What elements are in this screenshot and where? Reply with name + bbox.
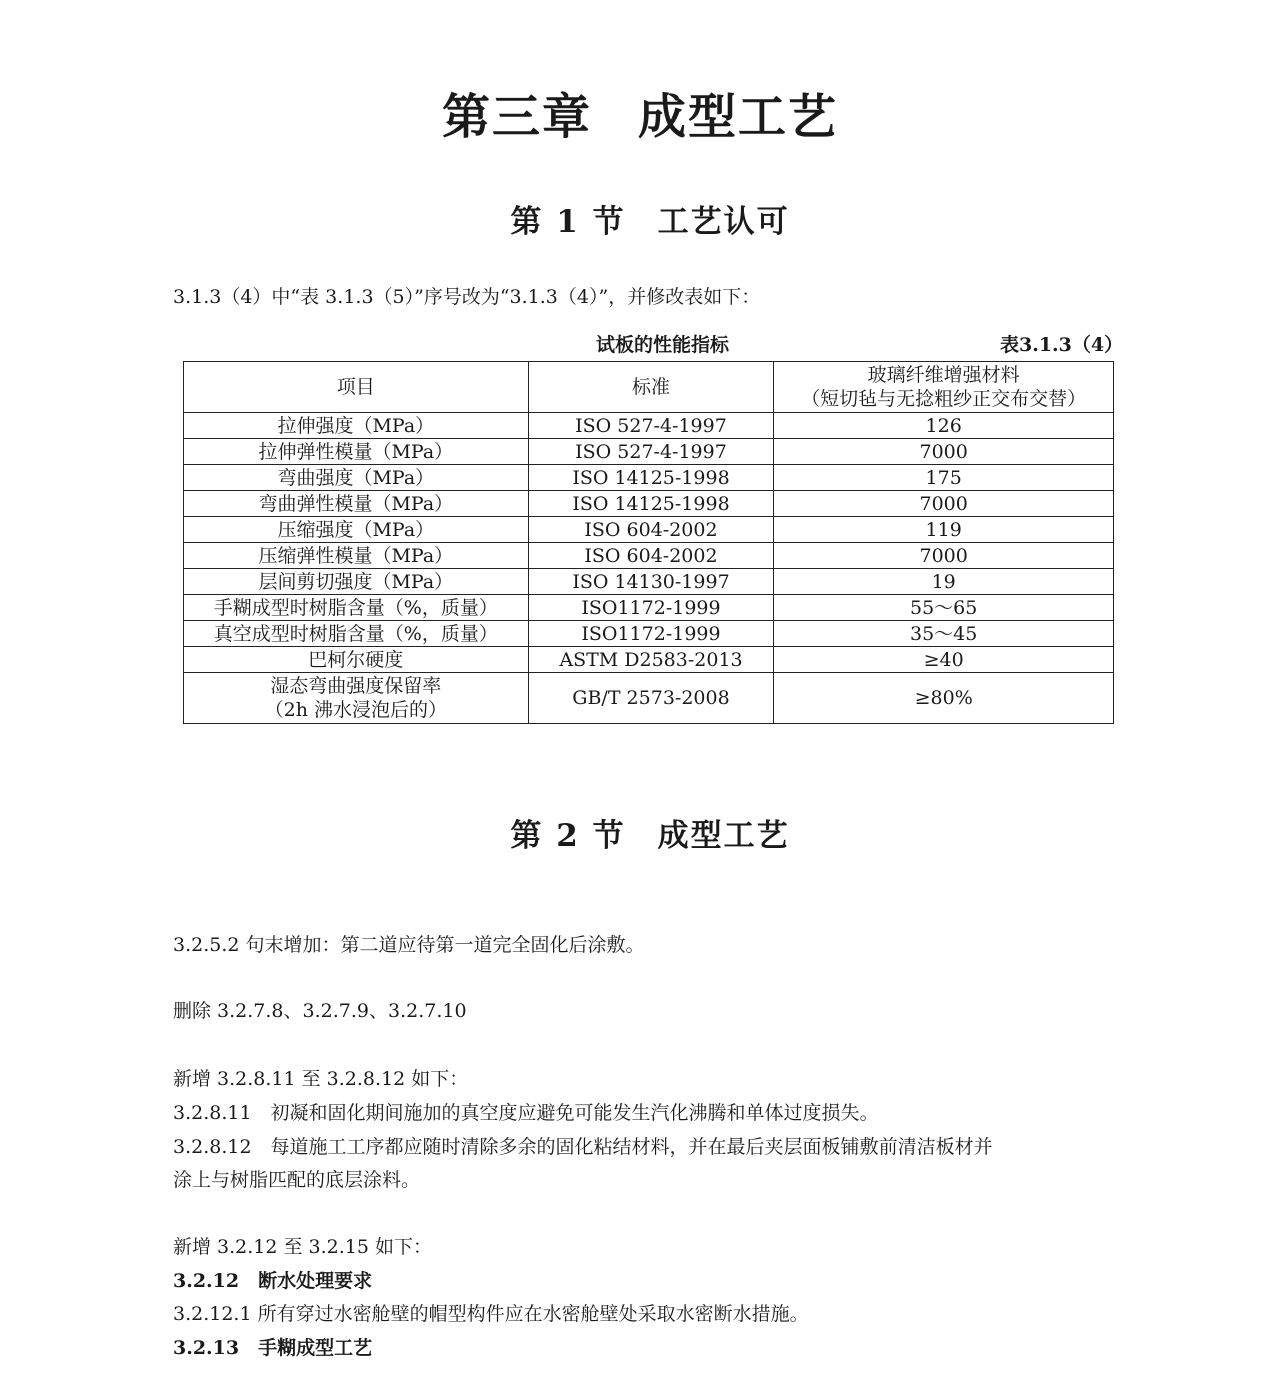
cell-standard: ISO 527-4-1997 — [528, 413, 774, 439]
cell-value: 55～65 — [774, 595, 1114, 621]
cell-standard: ISO 527-4-1997 — [528, 439, 774, 465]
cell-item: 弯曲弹性模量（MPa） — [184, 491, 529, 517]
header-material-line1: 玻璃纤维增强材料 — [867, 364, 1020, 386]
cell-value: 35～45 — [774, 621, 1114, 647]
cell-value: ≥80% — [774, 673, 1114, 724]
chapter-number: 第三章 — [441, 89, 592, 145]
cell-item: 拉伸弹性模量（MPa） — [184, 439, 529, 465]
header-material-line2: （短切毡与无捻粗纱正交布交替） — [801, 388, 1087, 410]
cell-item: 真空成型时树脂含量（%，质量） — [184, 621, 529, 647]
table-row — [184, 543, 1114, 569]
table-row — [184, 595, 1114, 621]
cell-standard: ASTM D2583-2013 — [528, 647, 774, 673]
table-row — [184, 569, 1114, 595]
section-1-number: 第 1 节 — [510, 204, 626, 240]
properties-table — [183, 361, 1114, 724]
header-material — [774, 362, 1114, 413]
table-row — [184, 517, 1114, 543]
cell-value: 7000 — [774, 543, 1114, 569]
table-header-row — [184, 362, 1114, 413]
cell-standard: ISO 14125-1998 — [528, 491, 774, 517]
subheading: 3.2.13 手糊成型工艺 — [173, 1337, 373, 1359]
table-row — [184, 673, 1114, 724]
intro-paragraph: 3.1.3（4）中“表 3.1.3（5）”序号改为“3.1.3（4）”，并修改表如下： — [173, 286, 761, 308]
chapter-name: 成型工艺 — [638, 89, 839, 145]
cell-standard: GB/T 2573-2008 — [528, 673, 774, 724]
header-standard: 标准 — [528, 362, 774, 413]
cell-standard: ISO 14130-1997 — [528, 569, 774, 595]
cell-value: 175 — [774, 465, 1114, 491]
paragraph: 3.2.5.2 句末增加：第二道应待第一道完全固化后涂敷。 — [173, 934, 645, 956]
cell-standard: ISO1172-1999 — [528, 595, 774, 621]
paragraph: 删除 3.2.7.8、3.2.7.9、3.2.7.10 — [173, 1000, 467, 1022]
cell-value: 119 — [774, 517, 1114, 543]
paragraph: 新增 3.2.12 至 3.2.15 如下： — [173, 1236, 433, 1258]
cell-item — [184, 673, 529, 724]
cell-value: 19 — [774, 569, 1114, 595]
cell-value: ≥40 — [774, 647, 1114, 673]
table-row — [184, 465, 1114, 491]
section-2-title — [0, 810, 1280, 855]
section-1-title — [0, 196, 1280, 241]
paragraph: 3.2.12.1 所有穿过水密舱壁的帽型构件应在水密舱壁处采取水密断水措施。 — [173, 1303, 809, 1325]
paragraph: 3.2.8.12 每道施工工序都应随时清除多余的固化粘结材料，并在最后夹层面板铺敷前清洁板材并 — [173, 1136, 993, 1158]
chapter-title — [0, 78, 1280, 147]
cell-value: 7000 — [774, 439, 1114, 465]
table-row — [184, 491, 1114, 517]
cell-item-line1: 湿态弯曲强度保留率 — [270, 675, 442, 697]
cell-standard: ISO 604-2002 — [528, 517, 774, 543]
header-item: 项目 — [184, 362, 529, 413]
cell-item: 弯曲强度（MPa） — [184, 465, 529, 491]
paragraph: 3.2.8.11 初凝和固化期间施加的真空度应避免可能发生汽化沸腾和单体过度损失。 — [173, 1102, 879, 1124]
table-number: 表3.1.3（4） — [1000, 334, 1124, 356]
paragraph: 新增 3.2.8.11 至 3.2.8.12 如下： — [173, 1068, 469, 1090]
cell-value: 7000 — [774, 491, 1114, 517]
section-1-name: 工艺认可 — [657, 204, 790, 240]
cell-standard: ISO 604-2002 — [528, 543, 774, 569]
section-2-name: 成型工艺 — [657, 818, 790, 854]
cell-standard: ISO1172-1999 — [528, 621, 774, 647]
cell-item: 压缩强度（MPa） — [184, 517, 529, 543]
table-row — [184, 621, 1114, 647]
paragraph: 涂上与树脂匹配的底层涂料。 — [173, 1169, 421, 1191]
cell-item: 手糊成型时树脂含量（%，质量） — [184, 595, 529, 621]
table-row — [184, 413, 1114, 439]
cell-item: 压缩弹性模量（MPa） — [184, 543, 529, 569]
table-caption: 试板的性能指标 — [596, 334, 730, 356]
cell-standard: ISO 14125-1998 — [528, 465, 774, 491]
section-2-number: 第 2 节 — [510, 818, 626, 854]
cell-item-line2: （2h 沸水浸泡后的） — [264, 699, 447, 721]
cell-value: 126 — [774, 413, 1114, 439]
cell-item: 层间剪切强度（MPa） — [184, 569, 529, 595]
subheading: 3.2.12 断水处理要求 — [173, 1270, 373, 1292]
table-row — [184, 439, 1114, 465]
table-row — [184, 647, 1114, 673]
cell-item: 拉伸强度（MPa） — [184, 413, 529, 439]
cell-item: 巴柯尔硬度 — [184, 647, 529, 673]
